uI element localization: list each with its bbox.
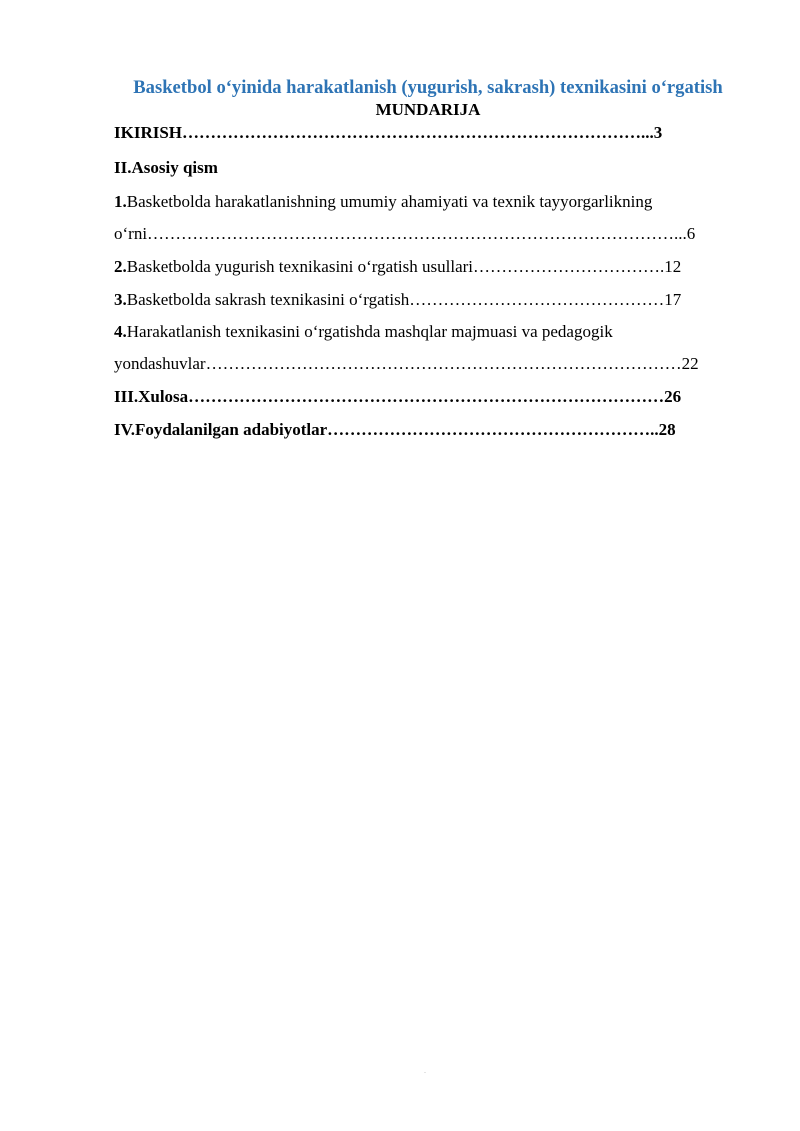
toc-item-4-number: 4. xyxy=(114,322,127,341)
toc-item-4 xyxy=(114,321,613,343)
toc-section-main: II.Asosiy qism xyxy=(114,158,218,177)
toc-item-1-continuation: o‘rni…………………………………………………………………………………...6 xyxy=(114,224,696,243)
toc-item-conclusion: III.Xulosa…………………………………………………………………………26 xyxy=(114,387,682,406)
toc-item-intro: IKIRISH………………………………………………………………………...3 xyxy=(114,123,663,142)
toc-item-1 xyxy=(114,191,652,213)
toc-item-references: IV.Foydalanilgan adabiyotlar…………………………………………………..28 xyxy=(114,420,676,439)
toc-item-2-text: Basketbolda yugurish texnikasini o‘rgatish usullari…………………………….12 xyxy=(126,257,682,276)
toc-item-3 xyxy=(114,289,681,311)
toc-item-2-number: 2. xyxy=(114,257,127,276)
toc-item-3-number: 3. xyxy=(114,290,127,309)
toc-item-1-text: Basketbolda harakatlanishning umumiy ahamiyati va texnik tayyorgarlikning xyxy=(126,192,653,211)
toc-item-4-text: Harakatlanish texnikasini o‘rgatishda mashqlar majmuasi va pedagogik xyxy=(126,322,613,341)
toc-item-4-continuation: yondashuvlar…………………………………………………………………………22 xyxy=(114,354,699,373)
toc-heading: MUNDARIJA xyxy=(375,100,481,119)
toc-item-1-number: 1. xyxy=(114,192,127,211)
toc-item-2 xyxy=(114,256,681,278)
footer-mark: . xyxy=(424,1066,426,1075)
toc-item-3-text: Basketbolda sakrash texnikasini o‘rgatish………………………………………17 xyxy=(126,290,682,309)
document-title: Basketbol o‘yinida harakatlanish (yugurish, sakrash) texnikasini o‘rgatish xyxy=(133,77,723,98)
